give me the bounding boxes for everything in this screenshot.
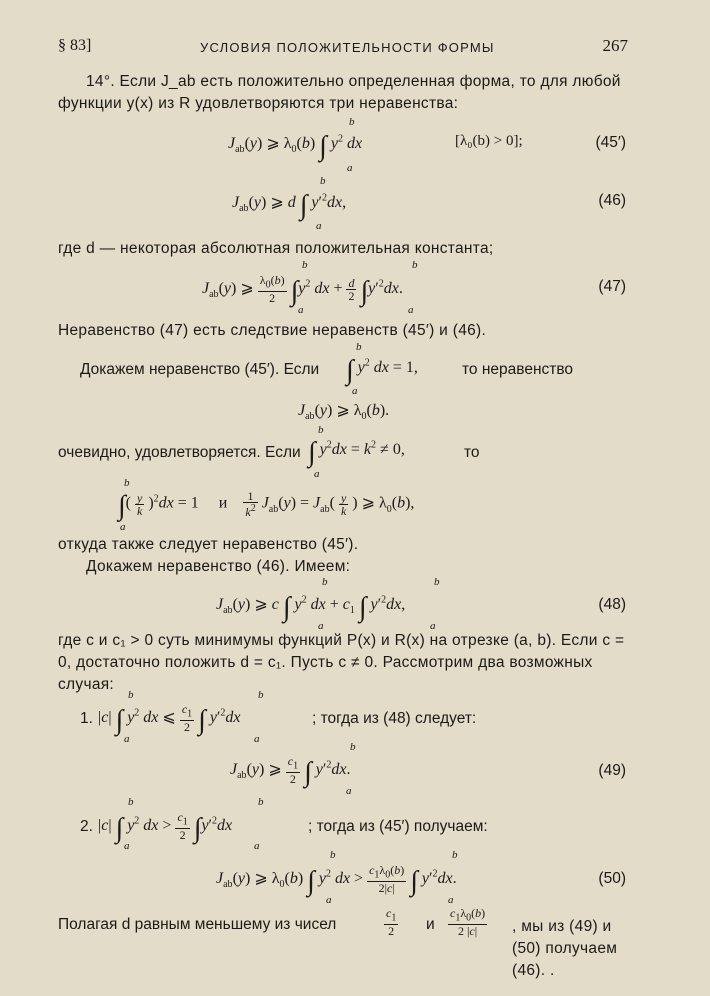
limit-upper: b (128, 689, 134, 701)
running-title: УСЛОВИЯ ПОЛОЖИТЕЛЬНОСТИ ФОРМЫ (200, 40, 495, 55)
frac-c1-lambda: $\frac{c_1\lambda_0(b)}{2 |c|}$ (450, 906, 486, 939)
paragraph-14: 14°. Если J_ab есть положительно определенная форма, то для любой функции y(x) из R удовлетворяются три неравенства: (58, 73, 621, 112)
limit-lower: a (254, 840, 260, 852)
paragraph-obvious-a: очевидно, удовлетворяется. Если (58, 444, 301, 461)
limit-lower: a (124, 733, 130, 745)
limit-upper: b (434, 576, 440, 588)
limit-lower: a (346, 785, 352, 797)
formula-k2: ∫ $y^2dx = k^2 \ne 0$, (308, 437, 405, 468)
paragraph-final-a: Полагая d равным меньшему из чисел (58, 916, 337, 933)
formula-47: $J_{ab}(y)$ ⩾ $\frac{\lambda_0(b)}{2}$ $\int y^2$ dx + $\frac{d}{2}$ $\int y'^2dx$. (202, 273, 403, 307)
limit-upper: b (302, 259, 308, 271)
limit-lower: a (326, 894, 332, 906)
limit-upper: b (124, 477, 130, 489)
limit-upper: b (330, 849, 336, 861)
equation-number-47: (47) (598, 278, 626, 295)
formula-45p: $J_{ab}(y)$ ⩾ $\lambda_0(b)$ ∫ $y^2$ dx (228, 131, 363, 162)
formula-case-2: |c| ∫ $y^2$ dx > $\frac{c_1}{2}$ $\int y'^2dx$ (98, 810, 233, 844)
formula-scaled: ∫( $\frac{y}{k}$ )$^2$dx = 1 и $\frac{1}{k^2}$ $J_{ab}(y) = J_{ab}$( $\frac{y}{k}$ ) ⩾ $\lambda_0(b)$, (118, 489, 415, 522)
equation-number-50: (50) (598, 870, 626, 887)
paragraph-also-follows: откуда также следует неравенство (45′). (58, 536, 359, 553)
section-number: § 83] (58, 37, 92, 54)
limit-upper: b (350, 741, 356, 753)
limit-lower: a (352, 385, 358, 397)
case-1-label: 1. (80, 710, 93, 727)
limit-lower: a (298, 304, 304, 316)
paragraph-minima: где c и c₁ > 0 суть минимумы функций P(x) и R(x) на отрезке (a, b). Если c = 0, достаточно положить d = c₁. Пусть c ≠ 0. Рассмотрим два возможных случая: (58, 632, 625, 693)
equation-number-48: (48) (598, 596, 626, 613)
limit-lower: a (318, 620, 324, 632)
frac-c1-half: $\frac{c_1}{2}$ (386, 906, 397, 939)
paragraph-prove-45p-b: то неравенство (462, 361, 574, 378)
limit-lower: a (120, 521, 126, 533)
formula-48: $J_{ab}(y)$ ⩾ c ∫ $y^2$ dx + $c_1$ ∫ $y'^2dx$, (216, 592, 406, 623)
limit-lower: a (430, 620, 436, 632)
page-number: 267 (602, 36, 628, 55)
equation-number-45p: (45′) (595, 134, 626, 151)
formula-case-1: |c| ∫ $y^2$ dx ⩽ $\frac{c_1}{2}$ ∫ $y'^2dx$ (98, 702, 241, 736)
limit-upper: b (356, 341, 362, 353)
formula-J-lambda: $J_{ab}(y)$ ⩾ $\lambda_0(b)$. (298, 402, 390, 423)
limit-lower: a (254, 733, 260, 745)
condition-45p: [λ₀(b) > 0]; (455, 133, 523, 149)
limit-lower: a (448, 894, 454, 906)
limit-lower: a (316, 220, 322, 232)
formula-50: $J_{ab}(y)$ ⩾ $\lambda_0(b)$ ∫ $y^2$ dx > $\frac{c_1\lambda_0(b)}{2|c|}$ ∫ $y'^2dx$. (216, 863, 457, 897)
limit-upper: b (412, 259, 418, 271)
equation-number-49: (49) (598, 762, 626, 779)
limit-upper: b (452, 849, 458, 861)
limit-upper: b (128, 796, 134, 808)
paragraph-constant: где d — некоторая абсолютная положительная константа; (58, 240, 494, 257)
paragraph-obvious-b: то (464, 444, 480, 461)
formula-46: $J_{ab}(y)$ ⩾ d ∫ $y'^2dx$, (232, 190, 347, 221)
limit-lower: a (314, 468, 320, 480)
limit-upper: b (318, 424, 324, 436)
limit-upper: b (349, 116, 355, 128)
limit-lower: a (347, 162, 353, 174)
equation-number-46: (46) (598, 192, 626, 209)
paragraph-prove-45p-a: Докажем неравенство (45′). Если (80, 361, 320, 378)
limit-upper: b (322, 576, 328, 588)
limit-upper: b (258, 689, 264, 701)
formula-norm: ∫ $y^2$ dx = 1, (346, 355, 418, 386)
limit-lower: a (124, 840, 130, 852)
case-1-text: ; тогда из (48) следует: (312, 710, 477, 727)
case-2-text: ; тогда из (45′) получаем: (308, 818, 488, 835)
case-2-label: 2. (80, 818, 93, 835)
formula-49: $J_{ab}(y)$ ⩾ $\frac{c_1}{2}$ ∫ $y'^2dx$. (230, 754, 351, 788)
limit-upper: b (258, 796, 264, 808)
limit-upper: b (320, 175, 326, 187)
paragraph-consequence: Неравенство (47) есть следствие неравенств (45′) и (46). (58, 322, 487, 339)
paragraph-final-b: и (426, 916, 435, 933)
paragraph-prove-46: Докажем неравенство (46). Имеем: (86, 558, 351, 575)
limit-lower: a (408, 304, 414, 316)
paragraph-final-c: , мы из (49) и (50) получаем (46). . (512, 918, 618, 979)
